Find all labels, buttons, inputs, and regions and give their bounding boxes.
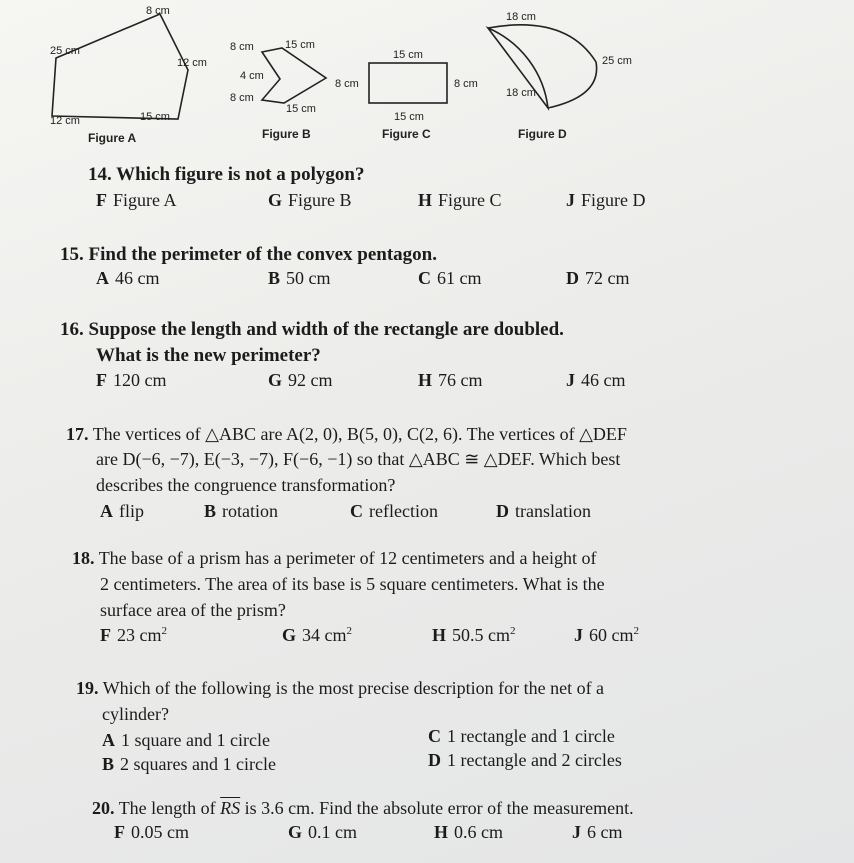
q16-option-h[interactable]: H 76 cm (418, 370, 483, 390)
question-19 (76, 678, 604, 699)
question-number: 18. (72, 548, 95, 568)
figure-c-left-label: 8 cm (335, 78, 359, 90)
q15-option-d[interactable]: D 72 cm (566, 268, 630, 288)
question-16 (60, 319, 564, 341)
question-text: Which figure is not a polygon? (116, 164, 365, 185)
q15-option-c[interactable]: C 61 cm (418, 268, 482, 288)
question-text: The vertices of △ABC are A(2, 0), B(5, 0), C(2, 6). The vertices of △DEF (92, 424, 627, 444)
q15-option-a[interactable]: A 46 cm (96, 268, 160, 288)
question-19-line2: cylinder? (102, 704, 169, 724)
figure-b-label-3: 4 cm (240, 70, 264, 82)
figure-a-bottom-left-label: 12 cm (50, 115, 80, 127)
question-18-line3: surface area of the prism? (100, 600, 286, 620)
question-17 (66, 424, 627, 445)
question-text: Suppose the length and width of the rectangle are doubled. (88, 319, 564, 340)
figure-a-caption: Figure A (88, 131, 137, 145)
figure-a-left-label: 25 cm (50, 45, 80, 57)
figure-d-caption: Figure D (518, 127, 567, 141)
q16-option-j[interactable]: J 46 cm (566, 370, 626, 390)
question-text: Find the perimeter of the convex pentagon. (88, 244, 437, 265)
figures-panel (0, 0, 854, 160)
segment-rs: $\overline{RS}$ (220, 798, 241, 818)
figure-d-arc-label: 25 cm (602, 55, 632, 67)
question-15 (60, 244, 437, 266)
q17-option-c[interactable]: C reflection (350, 501, 438, 521)
q14-option-h[interactable]: H Figure C (418, 190, 502, 210)
q19-option-d[interactable]: D 1 rectangle and 2 circles (428, 750, 622, 770)
q20-option-h[interactable]: H 0.6 cm (434, 822, 504, 842)
figure-b (230, 39, 326, 141)
figure-c-right-label: 8 cm (454, 78, 478, 90)
question-number: 16. (60, 319, 84, 340)
q17-option-a[interactable]: A flip (100, 501, 144, 521)
question-number: 15. (60, 244, 84, 265)
figure-d-side-label: 18 cm (506, 87, 536, 99)
q15-option-b[interactable]: B 50 cm (268, 268, 331, 288)
question-16-line2: What is the new perimeter? (96, 345, 321, 366)
q20-option-g[interactable]: G 0.1 cm (288, 822, 358, 842)
figure-b-caption: Figure B (262, 127, 311, 141)
question-number: 19. (76, 678, 99, 698)
figure-a-bottom-label: 15 cm (140, 111, 170, 123)
concave-shape (262, 48, 326, 103)
rectangle-shape (369, 63, 447, 103)
figure-c-caption: Figure C (382, 127, 431, 141)
q14-option-f[interactable]: F Figure A (96, 190, 177, 210)
question-17-line3: describes the congruence transformation? (96, 475, 396, 495)
question-20: 20. The length of $\overline{RS}$ is 3.6 cm. Find the absolute error of the measurement. (92, 798, 634, 818)
pentagon-shape (52, 14, 188, 119)
figure-d-top-label: 18 cm (506, 11, 536, 23)
question-14 (88, 164, 364, 186)
figure-b-label-5: 15 cm (286, 103, 316, 115)
figure-c (335, 49, 478, 141)
q20-option-f[interactable]: F 0.05 cm (114, 822, 189, 842)
question-17-line2: are D(−6, −7), E(−3, −7), F(−6, −1) so that △ABC ≅ △DEF. Which best (96, 449, 621, 469)
q18-option-h[interactable]: H 50.5 $cm^2$ (432, 625, 516, 645)
q14-option-g[interactable]: G Figure B (268, 190, 352, 210)
figure-a-right-label: 12 cm (177, 57, 207, 69)
question-number: 20. (92, 798, 115, 818)
q17-option-b[interactable]: B rotation (204, 501, 279, 521)
figure-b-label-4: 8 cm (230, 92, 254, 104)
q18-option-j[interactable]: J 60 $cm^2$ (574, 625, 639, 645)
q20-option-j[interactable]: J 6 cm (572, 822, 623, 842)
q17-option-d[interactable]: D translation (496, 501, 591, 521)
q14-option-j[interactable]: J Figure D (566, 190, 646, 210)
q16-option-f[interactable]: F 120 cm (96, 370, 167, 390)
question-text: Which of the following is the most precise description for the net of a (102, 678, 605, 698)
figure-a (50, 5, 207, 145)
question-number: 17. (66, 424, 89, 444)
q16-option-g[interactable]: G 92 cm (268, 370, 333, 390)
figure-b-label-1: 8 cm (230, 41, 254, 53)
q19-option-c[interactable]: C 1 rectangle and 1 circle (428, 726, 615, 746)
figure-b-label-2: 15 cm (285, 39, 315, 51)
figure-c-bottom-label: 15 cm (394, 111, 424, 123)
figure-c-top-label: 15 cm (393, 49, 423, 61)
question-18-line2: 2 centimeters. The area of its base is 5 square centimeters. What is the (100, 574, 605, 594)
figure-a-top-label: 8 cm (146, 5, 170, 17)
q19-option-a[interactable]: A 1 square and 1 circle (102, 730, 270, 750)
question-number: 14. (88, 164, 112, 185)
question-text: The base of a prism has a perimeter of 12 centimeters and a height of (98, 548, 597, 568)
q19-option-b[interactable]: B 2 squares and 1 circle (102, 754, 276, 774)
q18-option-f[interactable]: F 23 $cm^2$ (100, 625, 167, 645)
figure-d (488, 11, 632, 141)
q18-option-g[interactable]: G 34 $cm^2$ (282, 625, 353, 645)
question-18 (72, 548, 597, 569)
